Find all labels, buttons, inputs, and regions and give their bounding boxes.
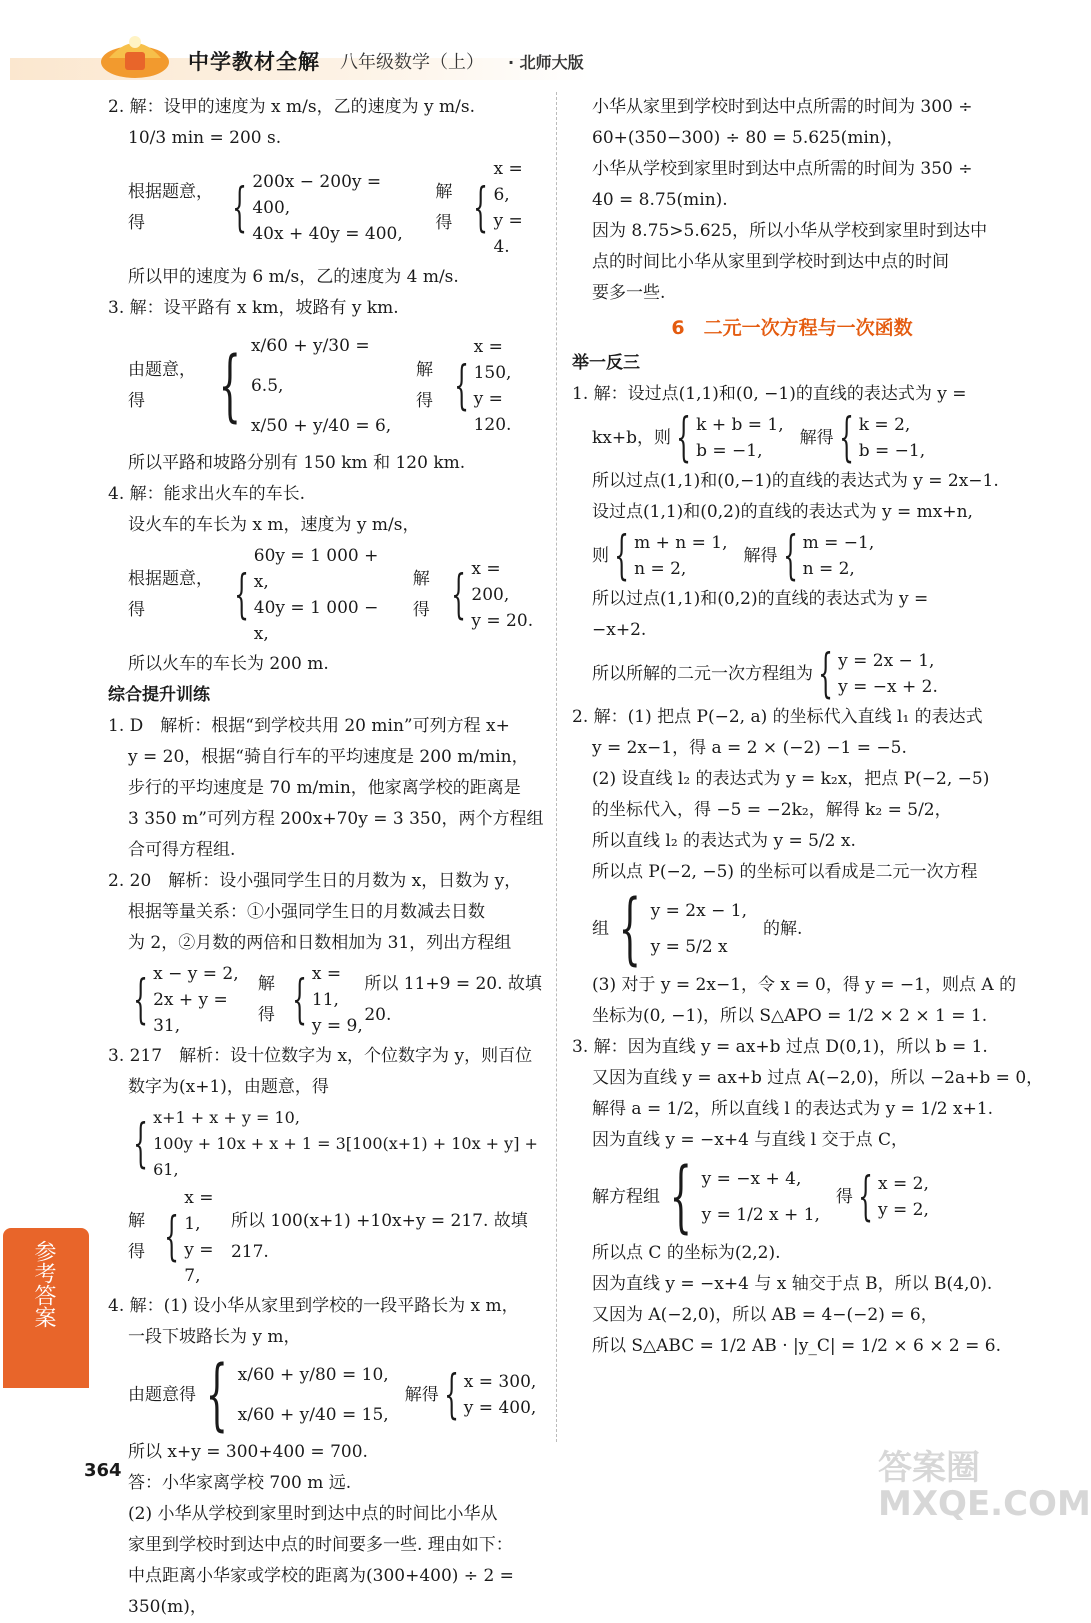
cont-line: 小华从学校到家里时到达中点所需的时间为 350 ÷: [592, 159, 973, 179]
equation: x/60 + y/30 = 6.5,: [250, 336, 370, 396]
z2-line: 2. 20 解析：设小强同学生日的月数为 x，日数为 y，: [108, 871, 522, 891]
r1-equations2: [634, 530, 727, 582]
equation: x/60 + y/40 = 15,: [237, 1405, 389, 1425]
z3-system: [108, 1105, 543, 1183]
equation: y = −x + 2.: [838, 677, 938, 697]
equation: n = 2,: [634, 559, 687, 579]
z4-line6: (2) 小华从学校到家里时到达中点的时间比小华从: [128, 1504, 498, 1524]
z1-line: 合可得方程组.: [128, 840, 236, 860]
r3-equations: [702, 1161, 820, 1233]
q3-equations: [251, 326, 401, 446]
r1-solve: 解得: [799, 427, 834, 448]
equation: y = −x + 4,: [701, 1169, 802, 1189]
z3-results: [184, 1185, 231, 1289]
q2-solve: 解得: [435, 182, 453, 233]
q2-lead: 根据题意，得: [128, 182, 213, 233]
r1-results2: [803, 530, 875, 582]
q3-line3: 所以平路和坡路分别有 150 km 和 120 km.: [128, 453, 466, 473]
z3-line: 数字为(x+1)，由题意，得: [128, 1077, 329, 1097]
equation: 200x − 200y = 400,: [252, 172, 382, 218]
equation: k = 2,: [858, 415, 911, 435]
q3-system: [108, 326, 543, 446]
book-edition: · 北师大版: [508, 53, 584, 72]
brace-icon: {: [233, 565, 249, 625]
z4-system: [108, 1350, 543, 1440]
r3-line9: 所以 S△ABC = 1/2 AB · |y_C| = 1/2 × 6 × 2 = 6.: [592, 1336, 1001, 1356]
book-title: 中学教材全解: [188, 50, 320, 74]
z4-line6: 中点距离小华家或学校的距离为(300+400) ÷ 2 =: [128, 1566, 514, 1586]
z4-line2: 一段下坡路长为 y m，: [128, 1327, 301, 1347]
brace-icon: {: [782, 526, 798, 586]
q2-line1: 2. 解：设甲的速度为 x m/s，乙的速度为 y m/s.: [108, 97, 475, 117]
section-heading: 综合提升训练: [108, 685, 210, 705]
z2-solve: 解得: [257, 974, 275, 1025]
z4-line6: 家里到学校时到达中点的时间要多一些. 理由如下：: [128, 1535, 513, 1555]
q2-system: [108, 156, 543, 260]
r1-line7: −x+2.: [592, 620, 647, 640]
r3-line1: 3. 解：因为直线 y = ax+b 过点 D(0,1)，所以 b = 1.: [572, 1037, 988, 1057]
z4-solve: 解得: [404, 1384, 439, 1405]
r2-equations: [651, 893, 747, 965]
q4-solve: 解得: [412, 569, 430, 620]
equation: 100y + 10x + x + 1 = 3[100(x+1) + 10x + y] + 61,: [153, 1134, 538, 1179]
r2-line2: y = 2x−1，得 a = 2 × (−2) −1 = −5.: [592, 738, 907, 758]
r3-lead: 解方程组: [592, 1186, 660, 1207]
right-column: [572, 92, 1044, 1362]
cont-line: 60+(350−300) ÷ 80 = 5.625(min)，: [592, 128, 904, 148]
z1-line: 步行的平均速度是 70 m/min，他家离学校的距离是: [128, 778, 521, 798]
z2-equations: [153, 961, 244, 1039]
equation: y = 5/2 x: [650, 937, 728, 957]
brace-icon: {: [205, 1350, 228, 1440]
r1-line1: 1. 解：设过点(1,1)和(0, −1)的直线的表达式为 y =: [572, 384, 967, 404]
r1-lead3: 所以所解的二元一次方程组为: [592, 663, 813, 684]
equation: y = 400,: [463, 1398, 537, 1418]
page-header: [0, 0, 1059, 95]
r1-system3: [572, 644, 1012, 704]
r2-tail: 的解.: [762, 918, 803, 939]
z2-tail: 所以 11+9 = 20. 故填 20.: [364, 974, 542, 1025]
brace-icon: {: [232, 178, 248, 238]
q4-equations: [254, 543, 397, 647]
z1-line: y = 20，根据“骑自行车的平均速度是 200 m/min，: [128, 747, 529, 767]
q3-results: [474, 334, 543, 438]
equation: x = 300,: [463, 1372, 537, 1392]
q4-line1: 4. 解：能求出火车的车长.: [108, 484, 306, 504]
r1-line4: 设过点(1,1)和(0,2)的直线的表达式为 y = mx+n,: [592, 502, 973, 522]
z1-line: 3 350 m”可列方程 200x+70y = 3 350，两个方程组: [128, 809, 544, 829]
r3-line6: 所以点 C 的坐标为(2,2).: [592, 1243, 781, 1263]
equation: x = 11,: [311, 964, 342, 1010]
q4-line2: 设火车的车长为 x m，速度为 y m/s，: [128, 515, 420, 535]
z3-line: 3. 217 解析：设十位数字为 x，个位数字为 y，则百位: [108, 1046, 533, 1066]
equation: y = 2x − 1,: [650, 901, 747, 921]
r3-system: [572, 1152, 1012, 1242]
cont-line: 因为 8.75>5.625，所以小华从学校到家里时到达中: [592, 221, 988, 241]
r2-line8: (3) 对于 y = 2x−1，令 x = 0，得 y = −1，则点 A 的: [592, 975, 1017, 995]
side-tab-label: 参考答案: [31, 1240, 56, 1328]
r1-results: [859, 412, 925, 464]
r2-line6: 所以点 P(−2, −5) 的坐标可以看成是二元一次方程: [592, 862, 978, 882]
equation: k + b = 1,: [696, 415, 784, 435]
equation: x − y = 2,: [153, 964, 239, 984]
cont-line: 40 = 8.75(min).: [592, 190, 728, 210]
brace-icon: {: [676, 408, 692, 468]
q2-equations: [252, 169, 419, 247]
equation: y = 4.: [493, 211, 523, 257]
brace-icon: {: [614, 526, 629, 586]
brace-icon: {: [164, 1207, 180, 1267]
z4-line1: 4. 解：(1) 设小华从家里到学校的一段平路长为 x m，: [108, 1296, 519, 1316]
cont-line: 要多一些.: [592, 283, 666, 303]
r1-equations: [696, 412, 784, 464]
brace-icon: {: [133, 1114, 148, 1174]
equation: b = −1,: [858, 441, 926, 461]
equation: x = 200,: [471, 559, 510, 605]
z3-result-system: [108, 1185, 543, 1289]
equation: x/60 + y/80 = 10,: [237, 1365, 389, 1385]
section-heading: 举一反三: [572, 353, 640, 373]
equation: n = 2,: [802, 559, 855, 579]
left-column: [108, 92, 543, 1623]
r2-line9: 坐标为(0, −1)，所以 S△APO = 1/2 × 2 × 1 = 1.: [592, 1006, 988, 1026]
equation: y = 2,: [878, 1200, 929, 1220]
equation: 60y = 1 000 + x,: [253, 546, 379, 592]
q3-solve: 解得: [415, 360, 433, 411]
r3-solve: 得: [835, 1186, 853, 1207]
z2-line: 根据等量关系：①小强同学生日的月数减去日数: [128, 902, 485, 922]
equation: x = 2,: [878, 1174, 929, 1194]
z2-system: [108, 961, 543, 1039]
r2-line1: 2. 解：(1) 把点 P(−2, a) 的坐标代入直线 l₁ 的表达式: [572, 707, 983, 727]
equation: y = 20.: [471, 611, 534, 631]
r1-lead: kx+b，则: [592, 427, 672, 448]
q4-lead: 根据题意，得: [128, 569, 213, 620]
equation: x = 1,: [184, 1188, 214, 1234]
z4-line5: 答：小华家离学校 700 m 远.: [128, 1473, 352, 1493]
equation: y = 9,: [311, 1016, 363, 1036]
column-divider: [556, 92, 557, 1442]
z3-tail: 所以 100(x+1) +10x+y = 217. 故填 217.: [230, 1211, 528, 1262]
book-subtitle: 八年级数学（上）: [340, 52, 484, 73]
equation: y = 2x − 1,: [838, 651, 935, 671]
r1-line6: 所以过点(1,1)和(0,2)的直线的表达式为 y =: [592, 589, 929, 609]
page-number: 364: [84, 1460, 122, 1481]
z4-line6: 350(m)，: [128, 1597, 207, 1617]
brace-icon: {: [451, 565, 467, 625]
equation: 40y = 1 000 − x,: [253, 598, 379, 644]
brace-icon: {: [858, 1167, 873, 1227]
equation: 40x + 40y = 400,: [252, 224, 403, 244]
r1-solve2: 解得: [743, 545, 778, 566]
equation: y = 120.: [473, 389, 512, 435]
equation: y = 1/2 x + 1,: [701, 1205, 820, 1225]
brace-icon: {: [473, 178, 489, 238]
r1-line3: 所以过点(1,1)和(0,−1)的直线的表达式为 y = 2x−1.: [592, 471, 999, 491]
z3-solve: 解得: [128, 1211, 145, 1262]
r1-system2: [572, 526, 1012, 586]
brace-icon: {: [838, 408, 854, 468]
cont-line: 小华从家里到学校时到达中点所需的时间为 300 ÷: [592, 97, 973, 117]
z2-line: 为 2，②月数的两倍和日数相加为 31，列出方程组: [128, 933, 512, 953]
chapter-title: 6 二元一次方程与一次函数: [671, 317, 913, 339]
r3-results: [878, 1171, 929, 1223]
z4-lead: 由题意得: [128, 1384, 196, 1405]
q2-results: [493, 156, 543, 260]
r1-lead2: 则: [592, 545, 609, 566]
r1-equations3: [838, 648, 938, 700]
watermark: 答案圈 MXQE.COM: [878, 1448, 1091, 1524]
brace-icon: {: [133, 970, 148, 1030]
equation: 2x + y = 31,: [153, 990, 228, 1036]
r3-line3: 解得 a = 1/2，所以直线 l 的表达式为 y = 1/2 x+1.: [592, 1099, 994, 1119]
brace-icon: {: [453, 356, 469, 416]
z2-results: [312, 961, 364, 1039]
brace-icon: {: [618, 884, 641, 974]
equation: y = 7,: [184, 1240, 214, 1286]
r2-system: [572, 884, 1012, 974]
book-logo-icon: [95, 22, 175, 82]
brace-icon: {: [669, 1152, 692, 1242]
r3-line2: 又因为直线 y = ax+b 过点 A(−2,0)，所以 −2a+b = 0，: [592, 1068, 1044, 1088]
q4-results: [471, 556, 543, 634]
q4-line4: 所以火车的车长为 200 m.: [128, 654, 329, 674]
r3-line8: 又因为 A(−2,0)，所以 AB = 4−(−2) = 6，: [592, 1305, 938, 1325]
brace-icon: {: [818, 644, 833, 704]
z4-line4: 所以 x+y = 300+400 = 700.: [128, 1442, 368, 1462]
r3-line7: 因为直线 y = −x+4 与 x 轴交于点 B，所以 B(4,0).: [592, 1274, 993, 1294]
z1-line: 1. D 解析：根据“到学校共用 20 min”可列方程 x+: [108, 716, 510, 736]
q2-line4: 所以甲的速度为 6 m/s，乙的速度为 4 m/s.: [128, 267, 459, 287]
r2-line3: (2) 设直线 l₂ 的表达式为 y = k₂x，把点 P(−2, −5): [592, 769, 990, 789]
equation: m = −1,: [802, 533, 875, 553]
equation: b = −1,: [696, 441, 763, 461]
equation: m + n = 1,: [634, 533, 728, 553]
z4-equations: [238, 1355, 389, 1435]
r3-line4: 因为直线 y = −x+4 与直线 l 交于点 C，: [592, 1130, 909, 1150]
equation: x/50 + y/40 = 6,: [250, 416, 392, 436]
equation: x+1 + x + y = 10,: [153, 1108, 300, 1127]
equation: x = 150,: [473, 337, 512, 383]
z4-results: [464, 1369, 537, 1421]
q3-lead: 由题意，得: [128, 360, 196, 411]
brace-icon: {: [443, 1365, 459, 1425]
cont-line: 点的时间比小华从家里到学校时到达中点的时间: [592, 252, 949, 272]
r2-line4: 的坐标代入，得 −5 = −2k₂，解得 k₂ = 5/2，: [592, 800, 952, 820]
r1-system: [572, 408, 1012, 468]
z3-equations: [153, 1105, 543, 1183]
q2-line2: 10/3 min = 200 s.: [128, 128, 282, 148]
r2-line5: 所以直线 l₂ 的表达式为 y = 5/2 x.: [592, 831, 856, 851]
brace-icon: {: [291, 970, 307, 1030]
q3-line1: 3. 解：设平路有 x km，坡路有 y km.: [108, 298, 399, 318]
q4-system: [108, 543, 543, 647]
r2-lead: 组: [592, 918, 609, 939]
brace-icon: {: [218, 341, 242, 431]
equation: x = 6,: [493, 159, 523, 205]
